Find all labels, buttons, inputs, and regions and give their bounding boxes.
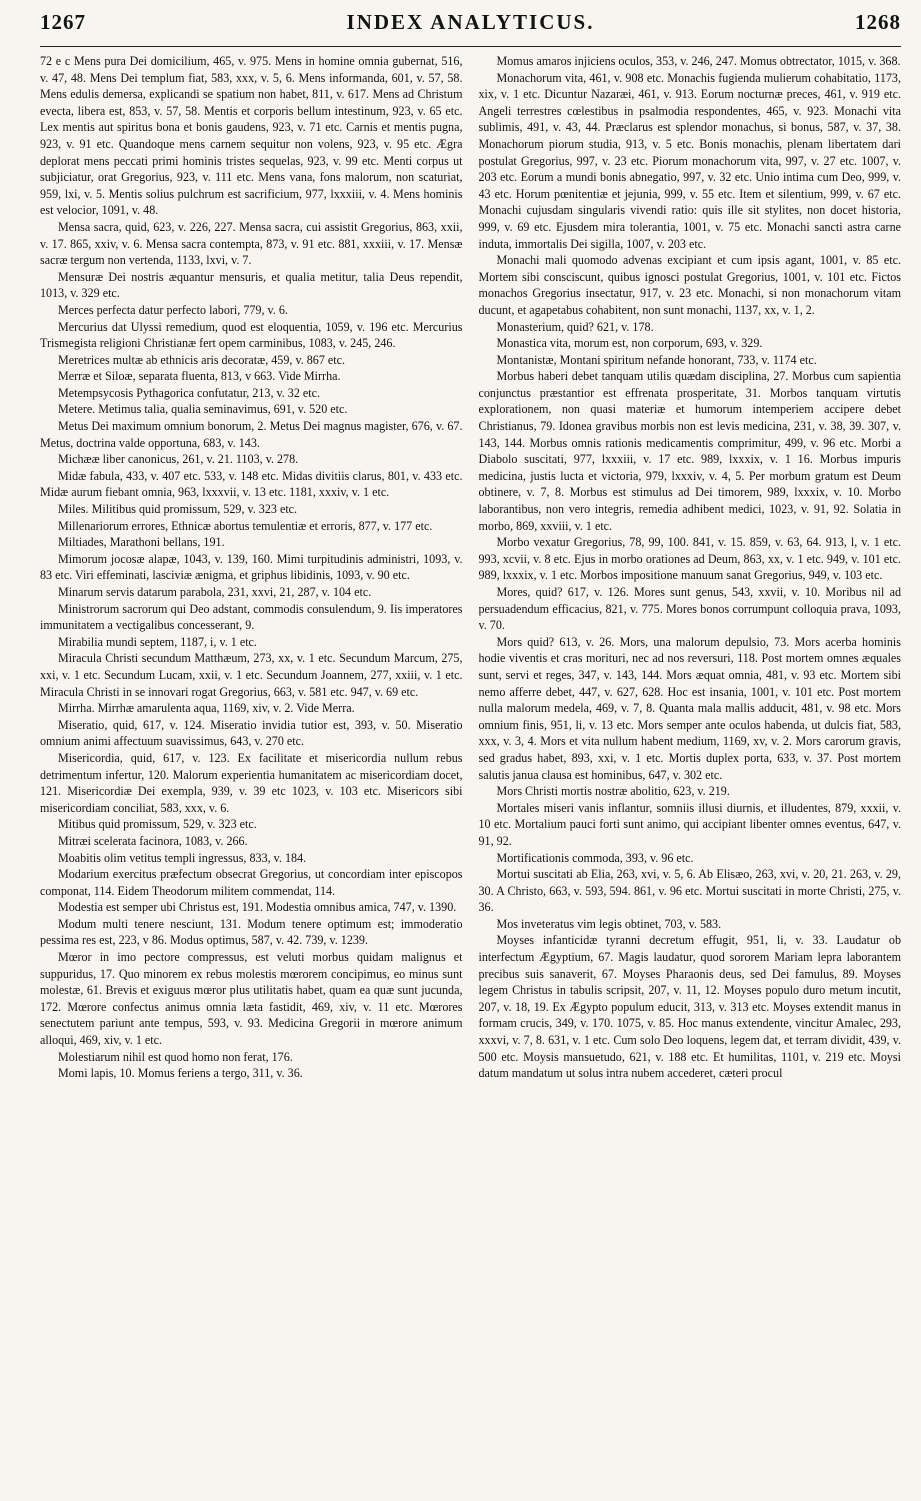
index-entry: Mos inveteratus vim legis obtinet, 703, v. 583.: [496, 916, 722, 931]
index-entry: Mitræi scelerata facinora, 1083, v. 266.: [58, 833, 248, 848]
index-entry: Merces perfecta datur perfecto labori, 779, v. 6.: [58, 302, 288, 317]
index-entry: Modestia est semper ubi Christus est, 191. Modestia omnibus amica, 747, v. 1390.: [58, 900, 457, 915]
index-entry: Michææ liber canonicus, 261, v. 21. 1103, v. 278.: [58, 452, 299, 467]
index-entry: Mirabilia mundi septem, 1187, i, v. 1 etc.: [58, 634, 257, 649]
index-entry: Mercurius dat Ulyssi remedium, quod est eloquentia, 1059, v. 196 etc. Mercurius Trismegista religioni Christianæ fert opem carminibus, 1083, v. 245, 246.: [40, 319, 463, 351]
index-entry: Mimorum jocosæ alapæ, 1043, v. 139, 160. Mimi turpitudinis administri, 1093, v. 83 etc. Viri effeminati, lasciviæ ænigma, et griphus libidinis, 1093, v. 90 etc.: [40, 551, 463, 583]
index-entry: Misericordia, quid, 617, v. 123. Ex facilitate et misericordia nullum rebus detrimentum infertur, 120. Malorum experientia humanitatem ac misericordiam docet, 121. Misericordiæ Dei exempla, 939, v. 39 etc 1023, v. 103 etc. Misericors sibi misericordiam conciliat, 583, xxx, v. 6.: [40, 750, 463, 815]
index-entry: Mors quid? 613, v. 26. Mors, una malorum depulsio, 73. Mors acerba hominis hodie viventis et cras morituri, nec ad nos reversuri, 118. Post mortem omnes æquales sunt, servi et reges, 347, v. 143, 144. Mors æquat omnia, 481, v. 93 etc. Mortem sibi nemo afferre debet, 447, v. 627, 628. Hoc est insania, 1001, v. 101 etc. Post mortem nulla malorum medela, 469, v. 7, 8. Quanta mala mallis adducit, 481, v. 98 etc. Mors omnium finis, 951, li, v. 13 etc. Mors semper ante oculos habenda, ut dulcis fiat, 583, xxx, v. 3, 4. Mors et vita nullum habent medium, 1169, xv, v. 2. Mors carorum gravis, sed gradus habet, 893, xxi, v. 1 etc. Mortis duplex porta, 633, v. 37. Post mortem salutis janua clausa est hominibus, 647, v. 302 etc.: [478, 634, 901, 782]
index-entry: 72 e c Mens pura Dei domicilium, 465, v. 975. Mens in homine omnia gubernat, 516, v. 47, 48. Mens Dei templum fiat, 583, xxx, v. 5, 6. Mens informanda, 601, v. 57, 58. Mens edulis demersa, explicandi se spatium non habet, 811, v. 617. Mens ad Christum evecta, libera est, 853, v. 57, 58. Mentis et corporis bellum intestinum, 923, v. 65 etc. Lex mentis aut spiritus bona et bonis gaudens, 923, v. 71 etc. Carnis et mentis pugna, 923, v. 91 etc. Quandoque mens carnem sequitur non volens, 923, v. 95 etc. Ægra deplorat mens peccati primi hominis tristes sequelas, 923, v. 99 etc. Menti corpus ut subjiciatur, orat Gregorius, 923, v. 111 etc. Mens vana, fons malorum, non scaturiat, 959, lxi, v. 5. Mentis solius pulchrum est sacrificium, 977, lxxxiii, v. 4. Mens hominis est velocior, 1091, v. 48.: [40, 54, 463, 218]
index-entry: Metempsycosis Pythagorica confutatur, 213, v. 32 etc.: [58, 385, 321, 400]
index-entry: Molestiarum nihil est quod homo non ferat, 176.: [58, 1049, 293, 1064]
index-entry: Monasterium, quid? 621, v. 178.: [496, 319, 654, 334]
left-page-number: 1267: [40, 10, 86, 34]
index-entry: Mortui suscitati ab Elia, 263, xvi, v. 5, 6. Ab Elisæo, 263, xvi, v. 20, 21. 263, v. 29, 30. A Christo, 663, v. 593, 594. 861, v. 96 etc. Mortui suscitati in morte Christi, 275, v. 36.: [478, 867, 901, 915]
index-entry: Merræ et Siloæ, separata fluenta, 813, v 663. Vide Mirrha.: [58, 369, 341, 384]
index-entry: Mortales miseri vanis inflantur, somniis illusi diurnis, et illudentes, 879, xxxii, v. 10 etc. Mortalium pauci forti sunt animo, qui accipiant libenter omnes eventus, 647, v. 91, 92.: [478, 800, 901, 848]
right-page-number: 1268: [854, 10, 901, 34]
index-entry: Mors Christi mortis nostræ abolitio, 623, v. 219.: [496, 784, 730, 799]
index-entry: Morbo vexatur Gregorius, 78, 99, 100. 841, v. 15. 859, v. 63, 64. 913, l, v. 1 etc. 993, xcvii, v. 8 etc. Ejus in morbo orationes ad Deum, 863, xx, v. 1 etc. 949, v. 101 etc. 989, lxxxix, v. 1 etc. Morbos impositione manuum sanat Gregorius, 949, v. 103 etc.: [478, 535, 901, 583]
index-entry: Mirrha. Mirrhæ amarulenta aqua, 1169, xiv, v. 2. Vide Merra.: [58, 701, 355, 716]
index-entry: Modum multi tenere nesciunt, 131. Modum tenere optimum est; immoderatio pessima res est, 223, v 86. Modus optimus, 587, v. 42. 739, v. 1239.: [40, 916, 463, 948]
index-entry: Mores, quid? 617, v. 126. Mores sunt genus, 543, xxvii, v. 10. Moribus nil ad persuadendum efficacius, 821, v. 775. Mores bonos corrumpunt colloquia prava, 1093, v. 70.: [478, 585, 901, 633]
index-entry: Modarium exercitus præfectum obsecrat Gregorius, ut concordiam inter episcopos componat, 114. Eidem Theodorum militem commendat, 114.: [40, 867, 463, 898]
index-entry: Moyses infanticidæ tyranni decretum effugit, 951, li, v. 33. Laudatur ob interfectum Ægyptium, 67. Magis laudatur, quod sororem Mariam lepra laborantem precibus suis sanaverit, 67. Moyses Pharaonis deus, sed Dei famulus, 89. Moyses legem Christus in tabulis scripsit, 207, v. 11, 12. Moyses populo duro metum incutit, 207, v. 18, 19. Ex Ægypto populum educit, 313, v. 313 etc. Moyses extendit manus in formam crucis, 349, v. 170. 1075, v. 85. Hoc manus extendente, vincitur Amalec, 293, xxxvi, v. 7, 8. 631, v. 1 etc. Cum solo Deo loquens, legem dat, et terram dividit, 439, v. 500 etc. Moysis mansuetudo, 621, v. 188 etc. Et humilitas, 1101, v. 219 etc. Moysi datum mandatum ut solus intra nubem accederet, cæteri procul: [478, 933, 901, 1081]
index-entry: Miltiades, Marathoni bellans, 191.: [58, 535, 225, 550]
index-entry: Miseratio, quid, 617, v. 124. Miseratio invidia tutior est, 393, v. 50. Miseratio omnium animi affectuum suavissimus, 643, v. 270 etc.: [40, 717, 463, 749]
index-entry: Mœror in imo pectore compressus, est veluti morbus quidam malignus et suppuridus, 17. Quo minorem ex rebus molestis mœrorem concipimus, eo minus sunt molestæ, 61. Brevis et exiguus mœror plus utilitatis habet, quam ea quæ sunt jucunda, 172. Mœrore confectus animus omnia læta fastidit, 469, xiv, v. 11 etc. Mœrores senectutem pariunt ante tempus, 593, v. 93. Medicina Gregorii in mœrore animum alloqui, 469, xiv, v. 1 etc.: [40, 950, 463, 1048]
right-column: [479, 53, 902, 1493]
index-entry: Midæ fabula, 433, v. 407 etc. 533, v. 148 etc. Midas divitiis clarus, 801, v. 433 etc. Midæ aurum fiebant omnia, 963, lxxxvii, v. 13 etc. 1181, xxxiv, v. 1 etc.: [40, 468, 463, 500]
index-entry: Moabitis olim vetitus templi ingressus, 833, v. 184.: [58, 850, 307, 865]
index-entry: Montanistæ, Montani spiritum nefande honorant, 733, v. 1174 etc.: [496, 352, 817, 367]
index-entry: Momus amaros injiciens oculos, 353, v. 246, 247. Momus obtrectator, 1015, v. 368.: [496, 54, 901, 68]
running-title: INDEX ANALYTICUS.: [346, 10, 595, 34]
index-entry: Morbus haberi debet tanquam utilis quædam disciplina, 27. Morbus cum sapientia conjunctus præstantior est effrenata prosperitate, 31. Morbos tanquam virtutis explorationem, non quasi materiæ et humorum intemperiem accipere debet Christianus, 79. Idonea gravibus morbis non est levis medicina, 231, v. 38, 39. 307, v. 143, 144. Morbus omnis rationis medicamentis comprimitur, 499, v. 96 etc. Morbi a Diabolo suscitati, 977, lxxxiii, v. 17 etc. 989, lxxxix, v. 1 16. Morbus impuris medicina, justis lucta et victoria, 979, lxxxiv, v. 4, 5. Per morbum gratum est Deum obtinere, v. 7, 8. Morbus est stimulus ad Dei timorem, 989, lxxxix, v. 10. Morbo laborantibus, non vero integris, remedia adhibent medici, 1023, v. 91, 92. Solatia in morbo, 869, xxviii, v. 1 etc.: [478, 369, 901, 533]
index-entry: Miracula Christi secundum Matthæum, 273, xx, v. 1 etc. Secundum Marcum, 275, xxi, v. 1 etc. Secundum Lucam, xxii, v. 1 etc. Secundum Joannem, 277, xxiii, v. 1 etc. Miracula Christi in se innovari rogat Gregorius, 663, v. 581 etc. 947, v. 69 etc.: [40, 651, 463, 699]
index-entry: Momi lapis, 10. Momus feriens a tergo, 311, v. 36.: [58, 1066, 303, 1081]
index-entry: Mensuræ Dei nostris æquantur mensuris, et qualia metitur, talia Deus rependit, 1013, v. 329 etc.: [40, 269, 463, 301]
index-entry: Meretrices multæ ab ethnicis aris decoratæ, 459, v. 867 etc.: [58, 352, 346, 367]
left-column: [40, 53, 463, 1493]
index-entry: Minarum servis datarum parabola, 231, xxvi, 21, 287, v. 104 etc.: [58, 585, 372, 599]
index-entry: Mortificationis commoda, 393, v. 96 etc.: [496, 850, 694, 865]
index-entry: Metere. Metimus talia, qualia seminavimus, 691, v. 520 etc.: [58, 402, 348, 417]
index-entry: Miles. Militibus quid promissum, 529, v. 323 etc.: [58, 502, 298, 517]
index-entry: Ministrorum sacrorum qui Deo adstant, commodis consulendum, 9. Iis imperatores immunitatem a vectigalibus concesserant, 9.: [40, 601, 463, 633]
index-entry: Monastica vita, morum est, non corporum, 693, v. 329.: [496, 336, 763, 351]
index-entry: Monachi mali quomodo advenas excipiant et cum ipsis agant, 1001, v. 85 etc. Mortem sibi consciscunt, quibus ignosci postulat Gregorius, 1001, v. 101 etc. Fictos monachos Gregorius insectatur, 917, v. 23 etc. Monachi, si non monachorum vitam ducunt, et agapetabus cohabitent, non sunt monachi, 1137, xx, v. 1, 2.: [478, 253, 901, 317]
index-entry: Monachorum vita, 461, v. 908 etc. Monachis fugienda mulierum cohabitatio, 1173, xix, v. 1 etc. Dicuntur Nazaræi, 461, v. 913. Eorum nocturnæ preces, 461, v. 919 etc. Angeli terrestres cœlestibus in psalmodia respondentes, 465, v. 923. Monachi vita sublimis, 491, v. 43, 44. Præclarus est splendor monachus, si bonus, 587, v. 37, 38. Monachorum piorum studia, 913, v. 5 etc. Bonis monachis, plenam libertatem dari postulat Gregorius, 997, v. 23 etc. Piorum monachorum vita, 997, v. 27 etc. 1007, v. 203 etc. Eorum a mundi bonis abnegatio, 997, v. 32 etc. Unio intima cum Deo, 999, v. 43 etc. Horum pœnitentiæ et jejunia, 999, v. 55 etc. Item et silentium, 999, v. 67 etc. Monachi cujusdam singularis vivendi ratio: quis ille sit stylites, non docet historia, 999, v. 69 etc. Ejusdem mira tolerantia, 1001, v. 75 etc. Monachi sancti astra carne induta, immortalis Dei sigilla, 1007, v. 203 etc.: [478, 70, 901, 251]
index-entry: Mitibus quid promissum, 529, v. 323 etc.: [58, 817, 257, 832]
index-entry: Millenariorum errores, Ethnicæ abortus temulentiæ et erroris, 877, v. 177 etc.: [58, 518, 433, 533]
index-columns: [40, 53, 901, 1493]
index-entry: Metus Dei maximum omnium bonorum, 2. Metus Dei magnus magister, 676, v. 67. Metus, doctrina valde opportuna, 683, v. 143.: [40, 419, 463, 450]
page-header: [40, 10, 901, 47]
index-entry: Mensa sacra, quid, 623, v. 226, 227. Mensa sacra, cui assistit Gregorius, 863, xxii, v. 17. 865, xxiv, v. 6. Mensa sacra contempta, 873, v. 91 etc. 881, xxxiii, v. 17. Mensæ sacræ tergum non vertenda, 1133, lxvi, v. 7.: [40, 219, 463, 268]
